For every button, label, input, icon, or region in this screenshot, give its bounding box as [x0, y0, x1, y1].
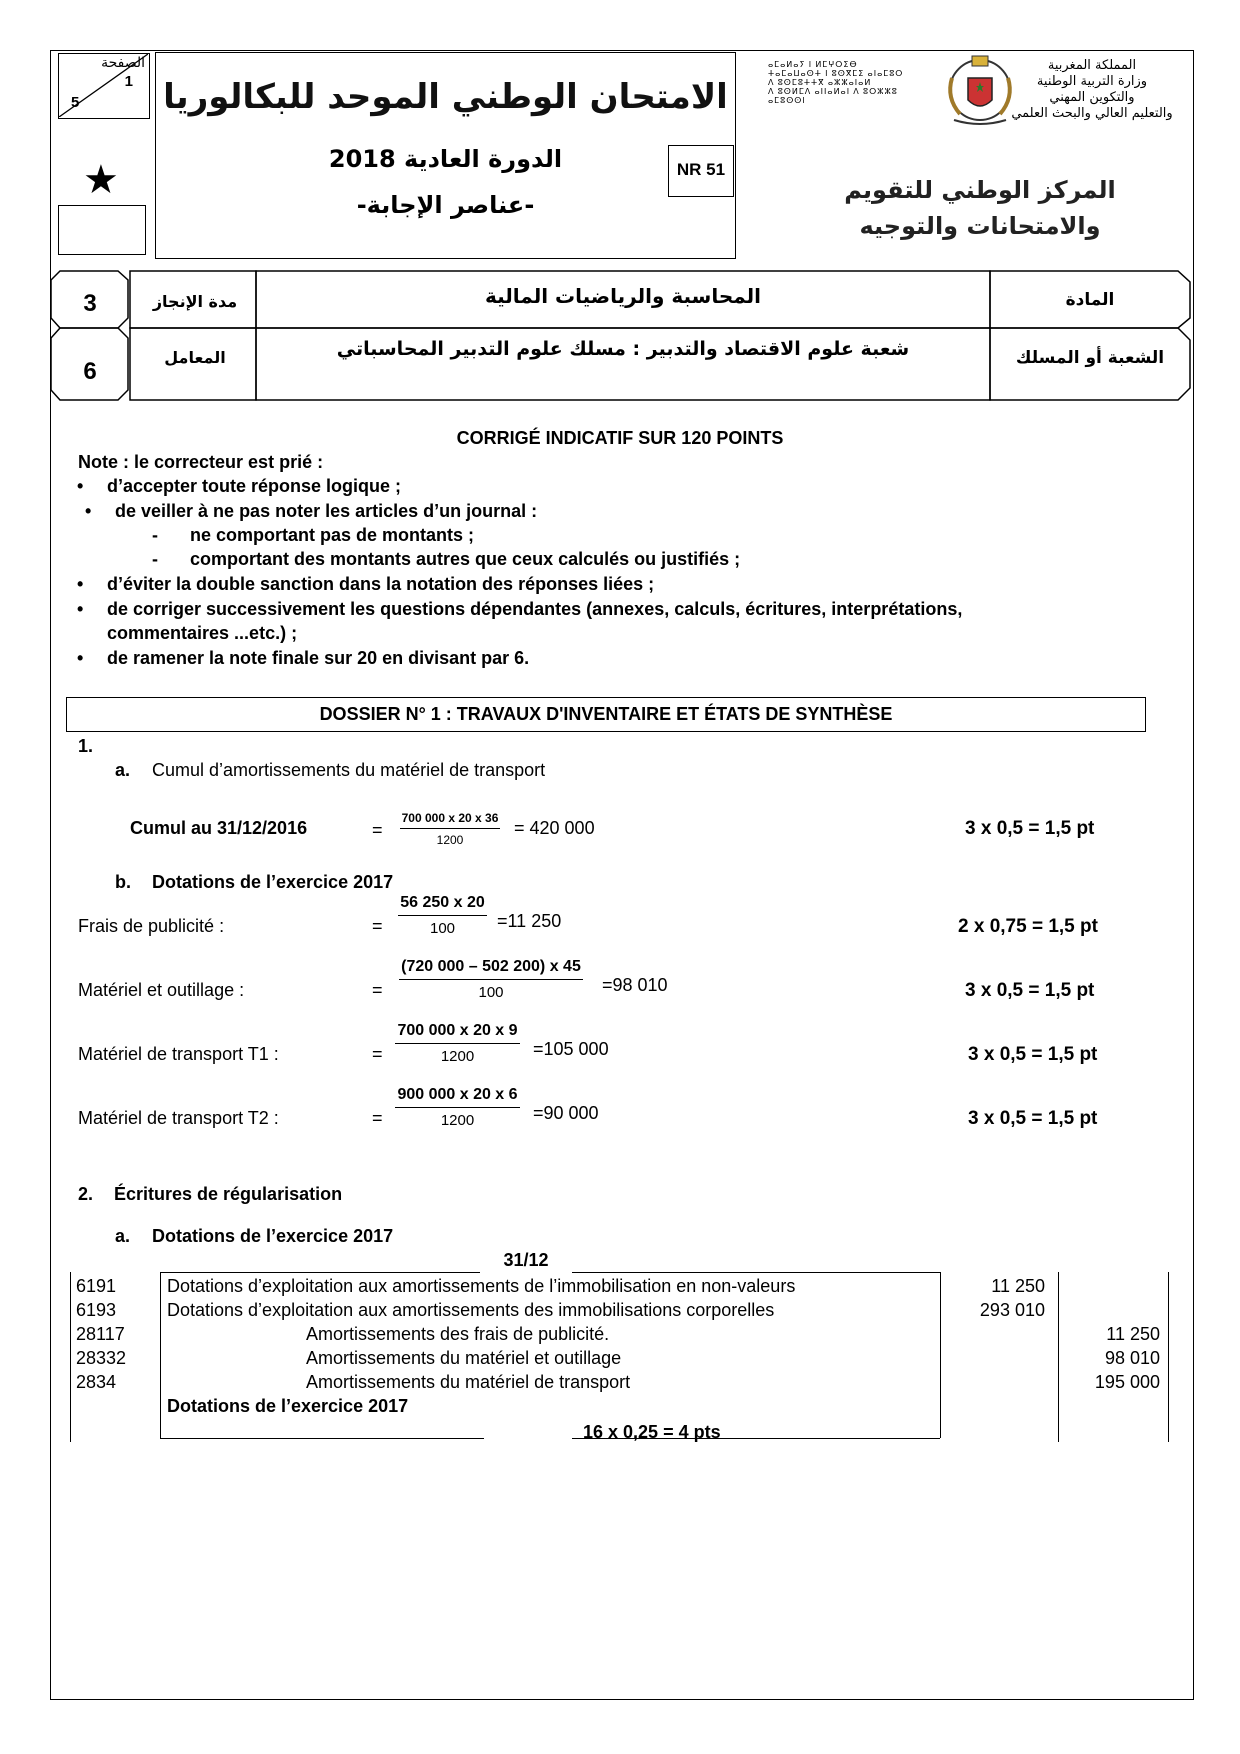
dotation-fraction: [380, 1022, 535, 1065]
dotation-eq: =: [372, 980, 383, 1000]
dotation-fraction: [380, 1086, 535, 1129]
ministry-line-3: والتكوين المهني: [1049, 90, 1135, 105]
cumul-label: Cumul au 31/12/2016: [130, 818, 308, 838]
dash: -: [152, 525, 158, 545]
dotation-fraction: [380, 894, 505, 937]
cumul-numerator: 700 000 x 20 x 36: [400, 811, 501, 829]
dotation-result: =105 000: [533, 1039, 609, 1059]
ministry-line-4: والتعليم العالي والبحث العلمي: [1011, 106, 1173, 121]
dotation-points: 3 x 0,5 = 1,5 pt: [968, 1044, 1098, 1065]
journal-debit: 293 010: [979, 1300, 1045, 1320]
journal-date: 31/12: [503, 1250, 549, 1270]
exam-code-box: [668, 145, 734, 197]
duration-label: مدة الإنجاز: [152, 292, 238, 311]
journal-label: Amortissements du matériel et outillage: [306, 1348, 622, 1368]
tifinagh-line-1: ⴰⵎⴰⵍⴰⵢ ⵏ ⵍⵎⵖⵔⵉⴱ: [768, 60, 858, 69]
dotation-points: 3 x 0,5 = 1,5 pt: [965, 980, 1095, 1001]
subject-name: المحاسبة والرياضيات المالية: [484, 284, 762, 308]
dotation-numerator: (720 000 – 502 200) x 45: [399, 958, 583, 980]
session-title: الدورة العادية 2018: [328, 145, 563, 173]
note-subitem: ne comportant pas de montants ;: [190, 525, 475, 545]
dotation-label: Matériel de transport T1 :: [78, 1044, 279, 1064]
tifinagh-line-4: ⴷ ⵓⵙⵍⵎⴷ ⴰⵏⵏⴰⵍⴰⵏ ⴷ ⵓⵔⵣⵣⵓ ⴰⵎⵓⵙⵙⵏ: [768, 87, 898, 105]
journal-libelle: Dotations de l’exercice 2017: [167, 1396, 409, 1416]
coef-label: المعامل: [164, 348, 226, 367]
page-current: 1: [124, 73, 133, 90]
dotation-denominator: 100: [429, 920, 456, 937]
dotation-points: 2 x 0,75 = 1,5 pt: [958, 916, 1098, 937]
dotation-fraction: [380, 958, 602, 1001]
dotation-denominator: 1200: [440, 1112, 475, 1129]
journal-account: 28332: [76, 1348, 127, 1368]
dotation-eq: =: [372, 1044, 383, 1064]
exam-code: NR 51: [676, 160, 726, 179]
corrige-title: CORRIGÉ INDICATIF SUR 120 POINTS: [456, 428, 784, 448]
note-subitem: comportant des montants autres que ceux calculés ou justifiés ;: [190, 549, 741, 569]
dotation-label: Matériel et outillage :: [78, 980, 245, 1000]
page-number-box: [58, 53, 150, 119]
journal-label: Dotations d’exploitation aux amortissements de l’immobilisation en non-valeurs: [167, 1276, 796, 1296]
dotation-result: =11 250: [497, 911, 562, 931]
duration-value: 3: [83, 290, 97, 317]
branch-name: شعبة علوم الاقتصاد والتدبير : مسلك علوم التدبير المحاسباتي: [336, 338, 910, 360]
dotation-result: =98 010: [602, 975, 668, 995]
cumul-points: 3 x 0,5 = 1,5 pt: [965, 818, 1095, 839]
dotation-label: Matériel de transport T2 :: [78, 1108, 279, 1128]
journal-account: 28117: [76, 1324, 125, 1344]
note-item: • de corriger successivement les questions dépendantes (annexes, calculs, écritures, interprétations,: [107, 599, 962, 620]
journal-debit: 11 250: [991, 1276, 1045, 1296]
subquestion-label: b.: [115, 872, 131, 892]
cumul-eq: =: [372, 820, 383, 840]
subquestion-text: Cumul d’amortissements du matériel de transport: [152, 760, 546, 780]
subject-label: المادة: [1065, 290, 1115, 310]
dash: -: [152, 549, 158, 569]
page-label: الصفحة: [101, 55, 145, 71]
journal-credit: 98 010: [1104, 1348, 1160, 1368]
tifinagh-line-2: ⵜⴰⵎⴰⵡⴰⵙⵜ ⵏ ⵓⵙⴳⵎⵉ ⴰⵏⴰⵎⵓⵔ: [768, 69, 904, 78]
answer-elements: -عناصر الإجابة-: [356, 191, 535, 219]
tifinagh-text: [768, 60, 928, 105]
exam-title: الامتحان الوطني الموحد للبكالوريا: [163, 77, 728, 117]
journal-account: 2834: [76, 1372, 117, 1392]
note-item: • d’accepter toute réponse logique ;: [107, 476, 401, 497]
journal-label: Amortissements des frais de publicité.: [306, 1324, 610, 1344]
dotation-denominator: 100: [478, 984, 504, 1001]
cumul-denominator: 1200: [436, 833, 464, 847]
journal-account: 6193: [76, 1300, 117, 1320]
center-name: المركز الوطني للتقويم والامتحانات والتوجيه: [844, 176, 1116, 240]
subquestion-label: a.: [115, 1226, 131, 1246]
candidate-code-box: [58, 205, 146, 255]
ministry-line-2: وزارة التربية الوطنية: [1036, 74, 1148, 89]
ministry-line-1: المملكة المغربية: [1047, 58, 1137, 73]
dotation-label: Frais de publicité :: [78, 916, 225, 936]
journal-points: 16 x 0,25 = 4 pts: [583, 1422, 721, 1442]
cumul-result: = 420 000: [514, 818, 595, 838]
note-item-continuation: commentaires ...etc.) ;: [107, 623, 298, 643]
subquestion-text: Dotations de l’exercice 2017: [152, 872, 394, 892]
question-number: 2.: [78, 1184, 94, 1204]
journal-account: 6191: [76, 1276, 117, 1296]
title-box: [155, 52, 736, 259]
note-item: • d’éviter la double sanction dans la notation des réponses liées ;: [107, 574, 654, 595]
question-text: Écritures de régularisation: [114, 1184, 343, 1204]
journal-label: Amortissements du matériel de transport: [306, 1372, 631, 1392]
subquestion-text: Dotations de l’exercice 2017: [152, 1226, 394, 1246]
dotation-numerator: 700 000 x 20 x 9: [395, 1022, 519, 1044]
dotation-numerator: 900 000 x 20 x 6: [395, 1086, 519, 1108]
tifinagh-line-3: ⴷ ⵓⵙⵎⵓⵜⵜⴳ ⴰⵣⵣⴰⵏⴰⵍ: [768, 78, 872, 87]
branch-label: الشعبة أو المسلك: [1015, 348, 1165, 368]
dotation-numerator: 56 250 x 20: [398, 894, 487, 916]
star-icon: ★: [83, 158, 119, 202]
journal-label: Dotations d’exploitation aux amortissements des immobilisations corporelles: [167, 1300, 775, 1320]
note-item: • de ramener la note finale sur 20 en divisant par 6.: [107, 648, 529, 669]
question-number: 1.: [78, 736, 94, 756]
page-total: 5: [71, 94, 80, 111]
dossier-title: DOSSIER N° 1 : TRAVAUX D'INVENTAIRE ET ÉTATS DE SYNTHÈSE: [66, 697, 1146, 732]
notes-intro: Note : le correcteur est prié :: [78, 452, 324, 472]
journal-credit: 195 000: [1094, 1372, 1160, 1392]
dotation-points: 3 x 0,5 = 1,5 pt: [968, 1108, 1098, 1129]
ministry-text: [992, 58, 1192, 122]
note-item: • de veiller à ne pas noter les articles d’un journal :: [115, 501, 537, 522]
coef-value: 6: [83, 358, 97, 385]
subquestion-label: a.: [115, 760, 131, 780]
cumul-fraction: [385, 809, 515, 847]
dotation-eq: =: [372, 1108, 383, 1128]
journal-credit: 11 250: [1106, 1324, 1160, 1344]
dotation-result: =90 000: [533, 1103, 599, 1123]
dotation-eq: =: [372, 916, 383, 936]
dotation-denominator: 1200: [440, 1048, 475, 1065]
